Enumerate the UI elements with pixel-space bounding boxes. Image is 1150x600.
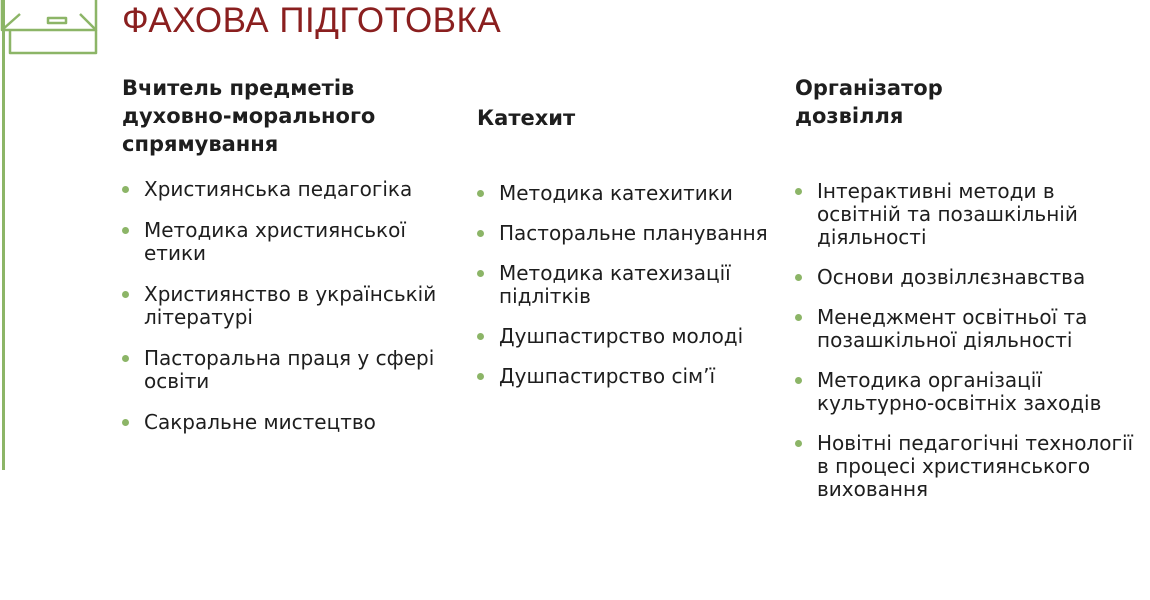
column-heading: Катехит xyxy=(477,106,576,130)
list-item xyxy=(122,283,462,329)
list-item-label: Християнська педагогіка xyxy=(144,177,413,201)
list-item-label: Новітні педагогічні технології в процесі християнського виховання xyxy=(817,431,1134,501)
bullet-dot-icon xyxy=(477,270,484,277)
list-item-label: Методика організації культурно-освітніх заходів xyxy=(817,368,1102,415)
list-item-label: Методика катехизації підлітків xyxy=(499,261,731,308)
list-item xyxy=(122,347,462,393)
list-item-label: Пасторальна праця у сфері освіти xyxy=(144,346,435,393)
list-item xyxy=(122,178,462,201)
list-item xyxy=(122,411,462,434)
bullet-dot-icon xyxy=(122,355,129,362)
list-item xyxy=(477,182,777,205)
list-item xyxy=(122,219,462,265)
bullet-dot-icon xyxy=(795,377,802,384)
bullet-dot-icon xyxy=(477,333,484,340)
list-item xyxy=(795,306,1140,352)
left-accent-rule xyxy=(2,0,5,470)
folder-icon xyxy=(0,0,100,56)
list-item-label: Душпастирство сім’ї xyxy=(499,364,716,388)
bullet-dot-icon xyxy=(122,186,129,193)
list-item-label: Основи дозвіллєзнавства xyxy=(817,265,1086,289)
list-item xyxy=(477,325,777,348)
bullet-dot-icon xyxy=(795,314,802,321)
page-title: ФАХОВА ПІДГОТОВКА xyxy=(122,1,502,40)
bullet-dot-icon xyxy=(795,440,802,447)
bullet-dot-icon xyxy=(122,291,129,298)
list-item xyxy=(795,369,1140,415)
column-catechist xyxy=(477,104,777,405)
bullet-dot-icon xyxy=(477,230,484,237)
list-item xyxy=(795,266,1140,289)
column-teacher xyxy=(122,74,462,452)
list-item-label: Інтерактивні методи в освітній та позашкільній діяльності xyxy=(817,179,1078,249)
list-item-label: Християнство в українській літературі xyxy=(144,282,437,329)
course-list xyxy=(122,178,462,434)
list-item-label: Сакральне мистецтво xyxy=(144,410,376,434)
list-item xyxy=(477,262,777,308)
list-item xyxy=(795,180,1140,249)
column-heading: Організатор дозвілля xyxy=(795,76,943,128)
list-item-label: Душпастирство молоді xyxy=(499,324,744,348)
bullet-dot-icon xyxy=(477,373,484,380)
list-item xyxy=(477,222,777,245)
list-item-label: Методика християнської етики xyxy=(144,218,406,265)
column-leisure-organizer xyxy=(795,74,1140,518)
list-item xyxy=(795,432,1140,501)
list-item-label: Менеджмент освітньої та позашкільної діяльності xyxy=(817,305,1088,352)
bullet-dot-icon xyxy=(122,419,129,426)
list-item-label: Пасторальне планування xyxy=(499,221,768,245)
course-list xyxy=(795,180,1140,501)
bullet-dot-icon xyxy=(795,188,802,195)
bullet-dot-icon xyxy=(122,227,129,234)
course-list xyxy=(477,182,777,388)
list-item xyxy=(477,365,777,388)
list-item-label: Методика катехитики xyxy=(499,181,733,205)
bullet-dot-icon xyxy=(477,190,484,197)
column-heading: Вчитель предметів духовно-морального спрямування xyxy=(122,76,376,156)
bullet-dot-icon xyxy=(795,274,802,281)
